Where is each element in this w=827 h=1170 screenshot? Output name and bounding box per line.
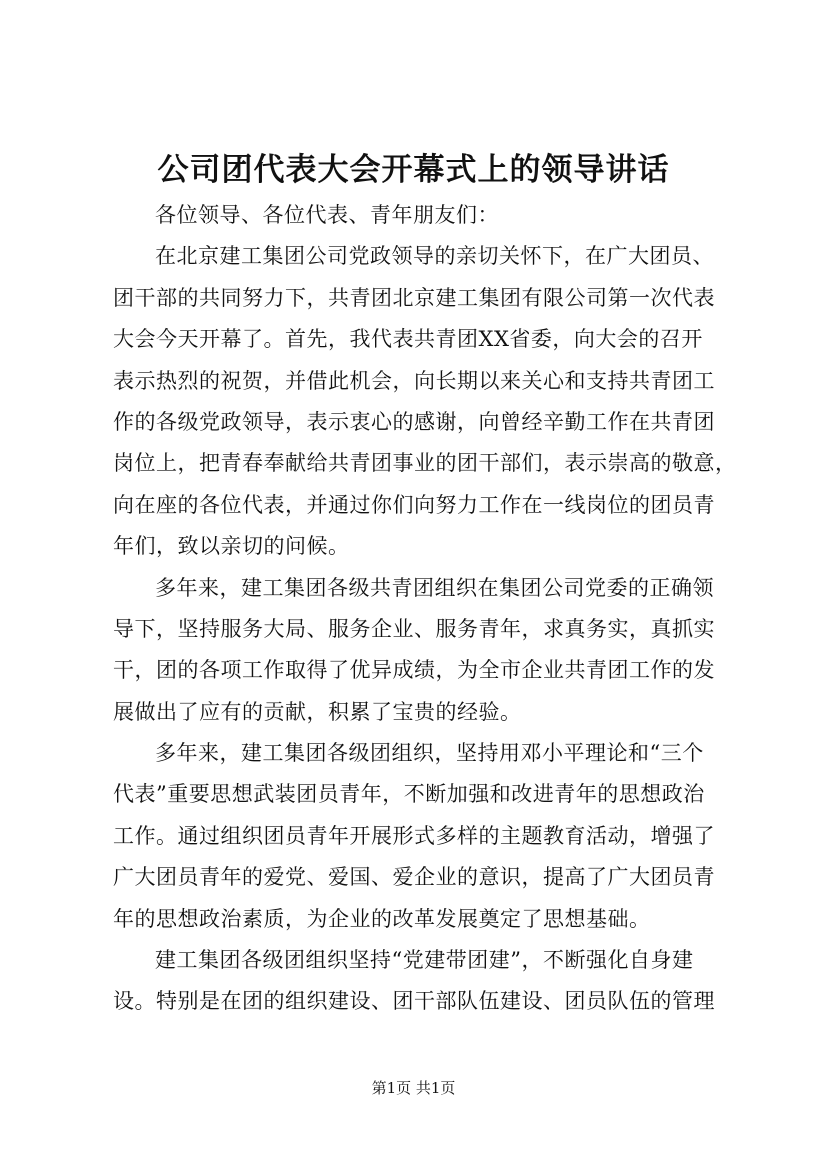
text-line: 导下，坚持服务大局、服务企业、服务青年，求真务实，真抓实 [113, 616, 715, 641]
text-line: 在北京建工集团公司党政领导的亲切关怀下，在广大团员、 [155, 244, 714, 269]
document-title: 公司团代表大会开幕式上的领导讲话 [157, 152, 670, 188]
text-line: 年们，致以亲切的问候。 [113, 534, 350, 559]
text-line: 表示热烈的祝贺，并借此机会，向长期以来关心和支持共青团工 [113, 368, 715, 393]
text-line: 多年来，建工集团各级共青团组织在集团公司党委的正确领 [155, 575, 714, 600]
text-line: 干，团的各项工作取得了优异成绩，为全市企业共青团工作的发 [113, 658, 715, 683]
text-line: 作的各级党政领导，表示衷心的感谢，向曾经辛勤工作在共青团 [113, 409, 715, 434]
text-line: 工作。通过组织团员青年开展形式多样的主题教育活动，增强了 [113, 823, 715, 848]
document-body [113, 195, 753, 1023]
text-line: 向在座的各位代表，并通过你们向努力工作在一线岗位的团员青 [113, 492, 715, 517]
text-line: 设。特别是在团的组织建设、团干部队伍建设、团员队伍的管理 [113, 989, 715, 1014]
page-footer: 第1页 共1页 [371, 1079, 456, 1097]
text-line: 团干部的共同努力下，共青团北京建工集团有限公司第一次代表 [113, 285, 715, 310]
text-line: 大会今天开幕了。首先，我代表共青团XX省委，向大会的召开 [113, 327, 703, 352]
text-line: 建工集团各级团组织坚持“党建带团建”，不断强化自身建 [155, 948, 694, 973]
text-line: 年的思想政治素质，为企业的改革发展奠定了思想基础。 [113, 906, 651, 931]
text-line: 广大团员青年的爱党、爱国、爱企业的意识，提高了广大团员青 [113, 865, 715, 890]
text-line: 各位领导、各位代表、青年朋友们： [155, 203, 499, 227]
text-line: 代表”重要思想武装团员青年，不断加强和改进青年的思想政治 [113, 782, 705, 807]
text-line: 岗位上，把青春奉献给共青团事业的团干部们，表示崇高的敬意， [113, 451, 737, 476]
text-line: 多年来，建工集团各级团组织，坚持用邓小平理论和“三个 [155, 741, 704, 766]
text-line: 展做出了应有的贡献，积累了宝贵的经验。 [113, 699, 522, 724]
